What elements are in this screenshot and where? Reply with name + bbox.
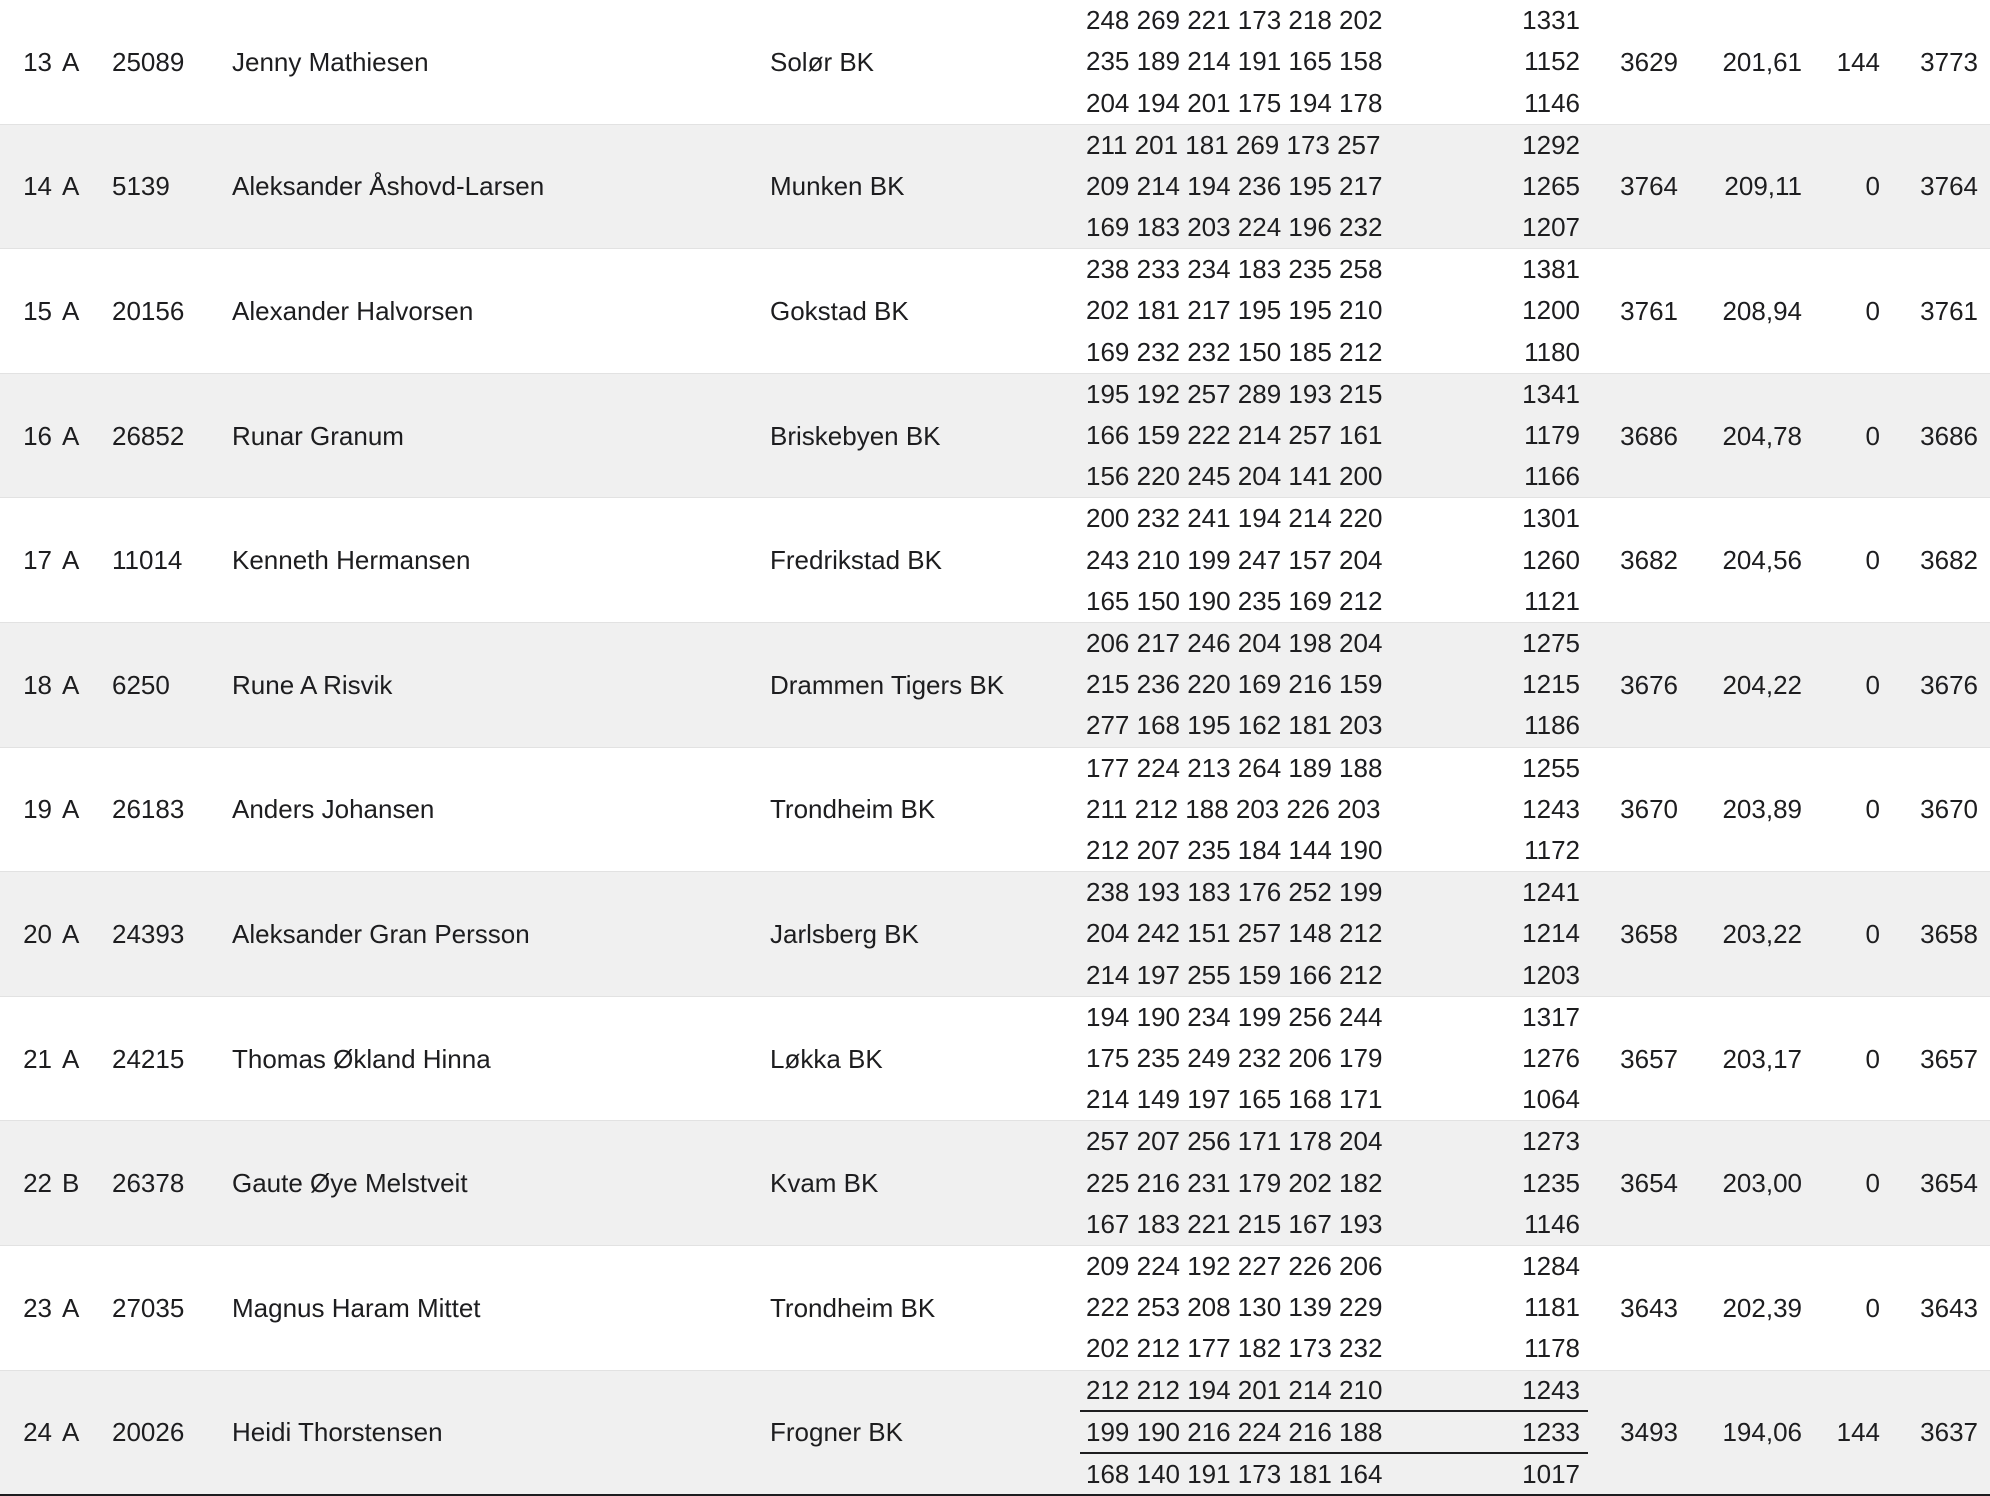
position-cell: 13 [23, 46, 52, 77]
player-name-cell: Aleksander Gran Persson [232, 918, 530, 949]
total-cell: 3676 [1620, 669, 1678, 700]
class-cell: A [62, 1043, 80, 1074]
table-row [0, 125, 1990, 250]
total-cell: 3670 [1620, 794, 1678, 825]
series-games: 177 224 213 264 189 188 [1086, 752, 1383, 783]
class-cell: A [62, 1417, 80, 1448]
series-games: 238 233 234 183 235 258 [1086, 254, 1383, 285]
series-sum: 1273 [1522, 1126, 1580, 1157]
series-games: 257 207 256 171 178 204 [1086, 1126, 1383, 1157]
series-row [1080, 0, 1588, 41]
position-cell: 23 [23, 1292, 52, 1323]
license-number-cell: 24215 [112, 1043, 185, 1074]
player-name-cell: Anders Johansen [232, 794, 435, 825]
position-cell: 16 [23, 420, 52, 451]
club-cell: Løkka BK [770, 1043, 883, 1074]
class-cell: A [62, 794, 80, 825]
player-name-cell: Heidi Thorstensen [232, 1417, 443, 1448]
total-cell: 3654 [1620, 1168, 1678, 1199]
license-number-cell: 27035 [112, 1292, 185, 1323]
series-sum: 1284 [1522, 1251, 1580, 1282]
series-games: 212 212 194 201 214 210 [1086, 1374, 1383, 1405]
series-row [1080, 374, 1588, 415]
series-sum: 1241 [1522, 877, 1580, 908]
series-row [1080, 249, 1588, 290]
final-total-cell: 3761 [1920, 295, 1978, 326]
series-sum: 1243 [1522, 1374, 1580, 1405]
license-number-cell: 26378 [112, 1168, 185, 1199]
player-name-cell: Gaute Øye Melstveit [232, 1168, 468, 1199]
series-row [1080, 332, 1588, 373]
total-cell: 3764 [1620, 171, 1678, 202]
series-sum: 1017 [1522, 1458, 1580, 1489]
average-cell: 194,06 [1722, 1417, 1802, 1448]
series-games: 175 235 249 232 206 179 [1086, 1043, 1383, 1074]
final-total-cell: 3670 [1920, 794, 1978, 825]
position-cell: 14 [23, 171, 52, 202]
club-cell: Kvam BK [770, 1168, 879, 1199]
position-cell: 18 [23, 669, 52, 700]
table-row [0, 872, 1990, 997]
series-sum: 1186 [1524, 710, 1580, 741]
average-cell: 204,22 [1722, 669, 1802, 700]
club-cell: Gokstad BK [770, 295, 909, 326]
license-number-cell: 20026 [112, 1417, 185, 1448]
handicap-cell: 0 [1865, 545, 1880, 576]
total-cell: 3682 [1620, 545, 1678, 576]
table-row [0, 748, 1990, 873]
average-cell: 201,61 [1722, 46, 1802, 77]
series-row [1080, 1121, 1588, 1162]
series-row [1080, 1163, 1588, 1204]
series-sum: 1243 [1522, 793, 1580, 824]
table-row [0, 1246, 1990, 1371]
handicap-cell: 0 [1865, 1168, 1880, 1199]
series-sum: 1381 [1522, 254, 1580, 285]
license-number-cell: 11014 [112, 545, 183, 576]
series-row [1080, 1246, 1588, 1287]
player-name-cell: Runar Granum [232, 420, 404, 451]
table-row [0, 249, 1990, 374]
series-row [1080, 125, 1588, 166]
series-row [1080, 456, 1588, 497]
final-total-cell: 3682 [1920, 545, 1978, 576]
series-row [1080, 1038, 1588, 1079]
club-cell: Frogner BK [770, 1417, 903, 1448]
series-block [1080, 748, 1588, 872]
series-row [1080, 207, 1588, 248]
series-sum: 1255 [1522, 752, 1580, 783]
series-row [1080, 872, 1588, 913]
player-name-cell: Kenneth Hermansen [232, 545, 471, 576]
series-games: 222 253 208 130 139 229 [1086, 1292, 1383, 1323]
player-name-cell: Aleksander Åshovd-Larsen [232, 171, 545, 202]
class-cell: A [62, 918, 80, 949]
handicap-cell: 0 [1865, 295, 1880, 326]
series-games: 156 220 245 204 141 200 [1086, 461, 1383, 492]
series-games: 211 212 188 203 226 203 [1086, 793, 1381, 824]
series-sum: 1166 [1524, 461, 1580, 492]
series-row [1080, 913, 1588, 954]
average-cell: 204,78 [1722, 420, 1802, 451]
total-cell: 3643 [1620, 1292, 1678, 1323]
club-cell: Briskebyen BK [770, 420, 941, 451]
series-block [1080, 1121, 1588, 1245]
club-cell: Trondheim BK [770, 1292, 936, 1323]
table-row [0, 1371, 1990, 1496]
final-total-cell: 3773 [1920, 46, 1978, 77]
series-block [1080, 1371, 1588, 1495]
series-games: 194 190 234 199 256 244 [1086, 1001, 1383, 1032]
club-cell: Solør BK [770, 46, 875, 77]
series-sum: 1180 [1524, 336, 1580, 367]
series-sum: 1203 [1522, 959, 1580, 990]
series-games: 277 168 195 162 181 203 [1086, 710, 1383, 741]
final-total-cell: 3658 [1920, 918, 1978, 949]
player-name-cell: Rune A Risvik [232, 669, 393, 700]
final-total-cell: 3654 [1920, 1168, 1978, 1199]
class-cell: A [62, 669, 80, 700]
final-total-cell: 3643 [1920, 1292, 1978, 1323]
handicap-cell: 0 [1865, 1292, 1880, 1323]
club-cell: Trondheim BK [770, 794, 936, 825]
series-row [1080, 748, 1588, 789]
club-cell: Fredrikstad BK [770, 545, 942, 576]
series-block [1080, 0, 1588, 124]
series-row [1080, 997, 1588, 1038]
handicap-cell: 144 [1836, 1417, 1880, 1448]
total-cell: 3761 [1620, 295, 1678, 326]
series-row [1080, 540, 1588, 581]
table-row [0, 623, 1990, 748]
license-number-cell: 20156 [112, 295, 185, 326]
series-games: 235 189 214 191 165 158 [1086, 46, 1383, 77]
series-sum: 1181 [1524, 1292, 1580, 1323]
series-games: 215 236 220 169 216 159 [1086, 669, 1383, 700]
series-row [1080, 830, 1588, 871]
series-block [1080, 872, 1588, 996]
series-sum: 1233 [1522, 1416, 1580, 1447]
series-row [1080, 1412, 1588, 1454]
series-sum: 1121 [1524, 585, 1580, 616]
table-row [0, 498, 1990, 623]
series-sum: 1265 [1522, 170, 1580, 201]
series-games: 212 207 235 184 144 190 [1086, 835, 1383, 866]
player-name-cell: Magnus Haram Mittet [232, 1292, 481, 1323]
series-sum: 1172 [1524, 835, 1580, 866]
table-row [0, 997, 1990, 1122]
series-block [1080, 997, 1588, 1121]
series-sum: 1215 [1522, 669, 1580, 700]
series-row [1080, 166, 1588, 207]
handicap-cell: 0 [1865, 794, 1880, 825]
series-sum: 1292 [1522, 129, 1580, 160]
series-row [1080, 1079, 1588, 1120]
club-cell: Drammen Tigers BK [770, 669, 1005, 700]
handicap-cell: 144 [1836, 46, 1880, 77]
license-number-cell: 26183 [112, 794, 185, 825]
series-block [1080, 1246, 1588, 1370]
club-cell: Munken BK [770, 171, 905, 202]
series-sum: 1152 [1524, 46, 1580, 77]
series-games: 206 217 246 204 198 204 [1086, 628, 1383, 659]
series-row [1080, 82, 1588, 123]
club-cell: Jarlsberg BK [770, 918, 919, 949]
series-sum: 1064 [1522, 1084, 1580, 1115]
total-cell: 3493 [1620, 1417, 1678, 1448]
series-row [1080, 705, 1588, 746]
table-row [0, 0, 1990, 125]
final-total-cell: 3676 [1920, 669, 1978, 700]
class-cell: A [62, 420, 80, 451]
total-cell: 3658 [1620, 918, 1678, 949]
series-sum: 1276 [1522, 1043, 1580, 1074]
average-cell: 202,39 [1722, 1292, 1802, 1323]
series-games: 199 190 216 224 216 188 [1086, 1416, 1383, 1447]
average-cell: 204,56 [1722, 545, 1802, 576]
series-sum: 1260 [1522, 544, 1580, 575]
average-cell: 203,89 [1722, 794, 1802, 825]
handicap-cell: 0 [1865, 1043, 1880, 1074]
position-cell: 19 [23, 794, 52, 825]
series-row [1080, 664, 1588, 705]
series-row [1080, 1204, 1588, 1245]
series-games: 243 210 199 247 157 204 [1086, 544, 1383, 575]
series-row [1080, 41, 1588, 82]
series-games: 169 183 203 224 196 232 [1086, 212, 1383, 243]
series-sum: 1301 [1522, 503, 1580, 534]
class-cell: A [62, 171, 80, 202]
series-games: 211 201 181 269 173 257 [1086, 129, 1381, 160]
handicap-cell: 0 [1865, 420, 1880, 451]
player-name-cell: Thomas Økland Hinna [232, 1043, 491, 1074]
series-block [1080, 249, 1588, 373]
series-games: 225 216 231 179 202 182 [1086, 1167, 1383, 1198]
series-row [1080, 623, 1588, 664]
series-games: 200 232 241 194 214 220 [1086, 503, 1383, 534]
series-row [1080, 955, 1588, 996]
license-number-cell: 6250 [112, 669, 170, 700]
table-row [0, 1121, 1990, 1246]
average-cell: 208,94 [1722, 295, 1802, 326]
average-cell: 203,22 [1722, 918, 1802, 949]
average-cell: 209,11 [1724, 171, 1802, 202]
table-row [0, 374, 1990, 499]
series-games: 167 183 221 215 167 193 [1086, 1208, 1383, 1239]
series-games: 202 212 177 182 173 232 [1086, 1333, 1383, 1364]
series-games: 214 197 255 159 166 212 [1086, 959, 1383, 990]
position-cell: 17 [23, 545, 52, 576]
total-cell: 3686 [1620, 420, 1678, 451]
series-block [1080, 623, 1588, 747]
final-total-cell: 3657 [1920, 1043, 1978, 1074]
series-games: 195 192 257 289 193 215 [1086, 378, 1383, 409]
handicap-cell: 0 [1865, 171, 1880, 202]
series-games: 166 159 222 214 257 161 [1086, 420, 1383, 451]
class-cell: A [62, 1292, 80, 1323]
average-cell: 203,17 [1722, 1043, 1802, 1074]
series-games: 165 150 190 235 169 212 [1086, 585, 1383, 616]
series-sum: 1200 [1522, 295, 1580, 326]
final-total-cell: 3637 [1920, 1417, 1978, 1448]
series-row [1080, 1287, 1588, 1328]
class-cell: A [62, 545, 80, 576]
series-sum: 1331 [1522, 5, 1580, 36]
final-total-cell: 3686 [1920, 420, 1978, 451]
series-games: 169 232 232 150 185 212 [1086, 336, 1383, 367]
series-games: 209 214 194 236 195 217 [1086, 170, 1383, 201]
player-name-cell: Jenny Mathiesen [232, 46, 429, 77]
handicap-cell: 0 [1865, 669, 1880, 700]
series-games: 204 242 151 257 148 212 [1086, 918, 1383, 949]
position-cell: 24 [23, 1417, 52, 1448]
license-number-cell: 26852 [112, 420, 185, 451]
series-sum: 1178 [1524, 1333, 1580, 1364]
series-row [1080, 581, 1588, 622]
series-games: 238 193 183 176 252 199 [1086, 877, 1383, 908]
position-cell: 15 [23, 295, 52, 326]
series-sum: 1179 [1524, 420, 1580, 451]
class-cell: A [62, 295, 80, 326]
license-number-cell: 24393 [112, 918, 185, 949]
series-games: 209 224 192 227 226 206 [1086, 1251, 1383, 1282]
series-block [1080, 125, 1588, 249]
license-number-cell: 25089 [112, 46, 185, 77]
player-name-cell: Alexander Halvorsen [232, 295, 474, 326]
class-cell: B [62, 1168, 80, 1199]
total-cell: 3657 [1620, 1043, 1678, 1074]
series-sum: 1146 [1524, 1208, 1580, 1239]
license-number-cell: 5139 [112, 171, 170, 202]
series-games: 204 194 201 175 194 178 [1086, 87, 1383, 118]
series-row [1080, 1454, 1588, 1494]
series-sum: 1207 [1522, 212, 1580, 243]
series-row [1080, 415, 1588, 456]
series-games: 168 140 191 173 181 164 [1086, 1458, 1383, 1489]
final-total-cell: 3764 [1920, 171, 1978, 202]
series-sum: 1275 [1522, 628, 1580, 659]
class-cell: A [62, 46, 80, 77]
series-games: 214 149 197 165 168 171 [1086, 1084, 1383, 1115]
total-cell: 3629 [1620, 46, 1678, 77]
series-games: 202 181 217 195 195 210 [1086, 295, 1383, 326]
series-block [1080, 374, 1588, 498]
series-block [1080, 498, 1588, 622]
position-cell: 22 [23, 1168, 52, 1199]
series-sum: 1317 [1522, 1001, 1580, 1032]
series-sum: 1235 [1522, 1167, 1580, 1198]
average-cell: 203,00 [1722, 1168, 1802, 1199]
series-row [1080, 1371, 1588, 1413]
series-sum: 1341 [1522, 378, 1580, 409]
series-sum: 1146 [1524, 87, 1580, 118]
series-row [1080, 1328, 1588, 1369]
series-sum: 1214 [1522, 918, 1580, 949]
position-cell: 21 [23, 1043, 52, 1074]
position-cell: 20 [23, 918, 52, 949]
series-row [1080, 290, 1588, 331]
handicap-cell: 0 [1865, 918, 1880, 949]
series-row [1080, 789, 1588, 830]
series-row [1080, 498, 1588, 539]
series-games: 248 269 221 173 218 202 [1086, 5, 1383, 36]
